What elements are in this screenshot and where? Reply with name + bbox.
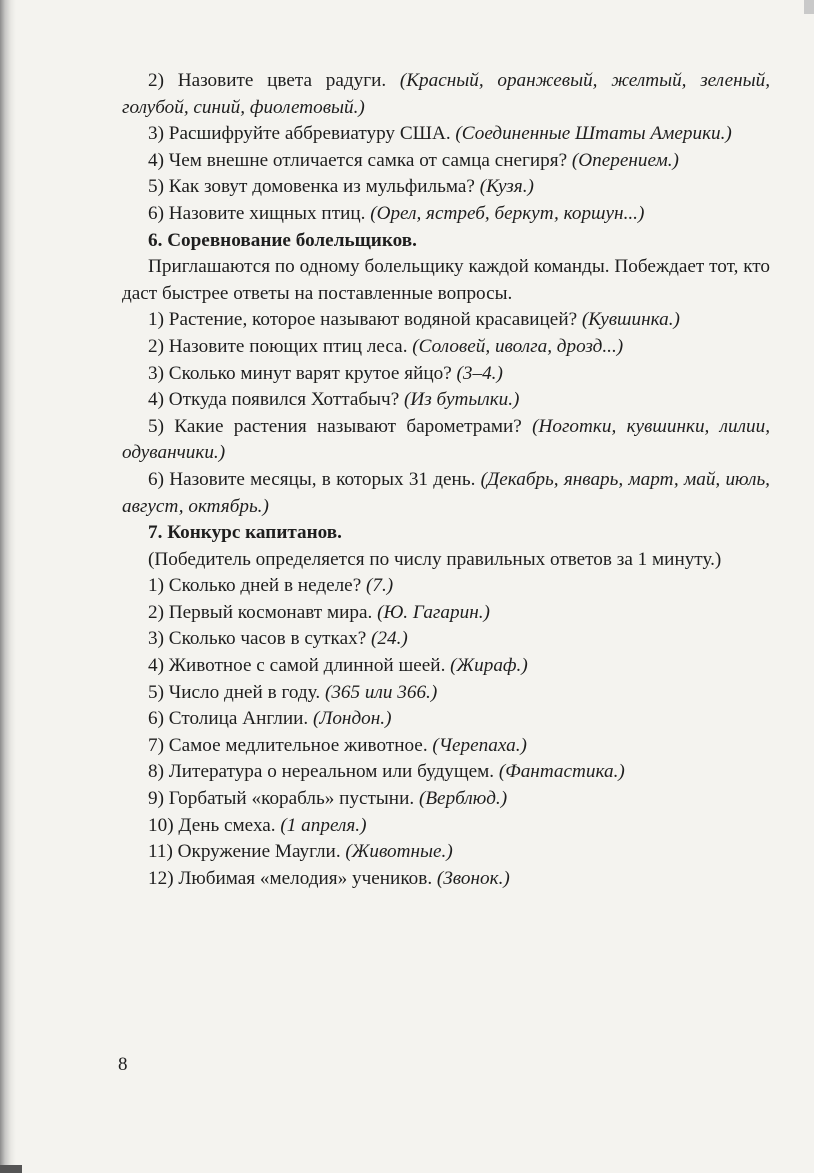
question-item (122, 201, 770, 228)
question-text: 4) Чем внешне отличается самка от самца снегиря? (148, 149, 572, 171)
answer-text: (Соединенные Штаты Америки.) (455, 123, 732, 145)
question-item (122, 680, 770, 707)
page-corner-shadow (804, 0, 814, 14)
answer-text: (Звонок.) (436, 867, 510, 889)
question-text: 12) Любимая «мелодия» учеников. (148, 867, 437, 889)
answer-text: (24.) (371, 628, 408, 650)
question-text: 4) Животное с самой длинной шеей. (148, 655, 451, 677)
answer-text: (Черепаха.) (432, 734, 527, 756)
question-text: 3) Сколько минут варят крутое яйцо? (148, 362, 457, 384)
question-item (122, 600, 770, 627)
answer-text: (Оперением.) (571, 149, 679, 171)
question-item (122, 626, 770, 653)
question-item (122, 414, 770, 467)
answer-text: (7.) (366, 575, 394, 597)
question-text: 2) Первый космонавт мира. (148, 601, 378, 623)
answer-text: (Красный, оранжевый, желтый, зеленый, голубой, синий, фиолетовый.) (122, 70, 770, 118)
answer-text: (Кувшинка.) (581, 309, 680, 331)
answer-text: (Из бутылки.) (404, 389, 520, 411)
answer-text: (Ноготки, кувшинки, лилии, одуванчики.) (122, 415, 770, 464)
answer-text: (Животные.) (345, 841, 453, 863)
question-item (122, 573, 770, 600)
question-text: 2) Назовите цвета радуги. (148, 70, 400, 91)
question-text: 11) Окружение Маугли. (148, 841, 346, 863)
question-item (122, 759, 770, 786)
question-item (122, 68, 770, 121)
question-item (122, 121, 770, 148)
question-item (122, 839, 770, 866)
answer-text: (Фантастика.) (498, 761, 625, 783)
question-text: 6) Столица Англии. (148, 708, 313, 730)
question-item (122, 334, 770, 361)
question-item (122, 361, 770, 388)
question-text: 1) Сколько дней в неделе? (148, 575, 367, 597)
answer-text: (Жираф.) (450, 655, 528, 677)
question-item (122, 706, 770, 733)
question-item (122, 467, 770, 520)
question-text: 7) Самое медлительное животное. (148, 734, 433, 756)
question-item (122, 387, 770, 414)
section-heading: 7. Конкурс капитанов. (148, 522, 342, 544)
question-item (122, 148, 770, 175)
question-text: 9) Горбатый «корабль» пустыни. (148, 788, 419, 810)
question-item (122, 866, 770, 893)
page-body (122, 68, 770, 892)
page-number: 8 (118, 1054, 128, 1075)
question-item (122, 813, 770, 840)
answer-text: (3–4.) (456, 362, 503, 384)
question-text: 4) Откуда появился Хоттабыч? (148, 389, 405, 411)
question-item (122, 307, 770, 334)
body-paragraph: (Победитель определяется по числу правильных ответов за 1 минуту.) (148, 548, 722, 570)
page-binding-edge (0, 0, 16, 1173)
question-text: 8) Литература о нереальном или будущем. (148, 761, 499, 783)
body-paragraph: Приглашаются по одному болельщику каждой команды. Побеждает тот, кто даст быстрее ответы на поставленные вопросы. (122, 256, 770, 304)
question-text: 5) Какие растения называют барометрами? (148, 415, 533, 437)
answer-text: (Лондон.) (312, 708, 392, 730)
answer-text: (Соловей, иволга, дрозд...) (412, 335, 624, 357)
question-text: 2) Назовите поющих птиц леса. (148, 335, 413, 357)
answer-text: (Кузя.) (479, 176, 534, 198)
question-item (122, 786, 770, 813)
answer-text: (Верблюд.) (418, 788, 508, 810)
answer-text: (Декабрь, январь, март, май, июль, август, октябрь.) (122, 468, 770, 517)
question-text: 6) Назовите хищных птиц. (148, 202, 371, 224)
question-text: 3) Сколько часов в сутках? (148, 628, 372, 650)
answer-text: (365 или 366.) (324, 681, 438, 703)
question-item (122, 733, 770, 760)
question-item (122, 174, 770, 201)
section-heading: 6. Соревнование болельщиков. (148, 229, 417, 251)
question-text: 1) Растение, которое называют водяной красавицей? (148, 309, 582, 331)
question-text: 6) Назовите месяцы, в которых 31 день. (148, 468, 481, 490)
page-binding-mark (0, 1165, 22, 1173)
answer-text: (Орел, ястреб, беркут, коршун...) (370, 202, 645, 224)
question-text: 5) Как зовут домовенка из мульфильма? (148, 176, 480, 198)
question-text: 3) Расшифруйте аббревиатуру США. (148, 123, 456, 145)
question-text: 10) День смеха. (148, 814, 281, 836)
question-text: 5) Число дней в году. (148, 681, 325, 703)
answer-text: (1 апреля.) (280, 814, 367, 836)
question-item (122, 653, 770, 680)
answer-text: (Ю. Гагарин.) (377, 601, 490, 623)
